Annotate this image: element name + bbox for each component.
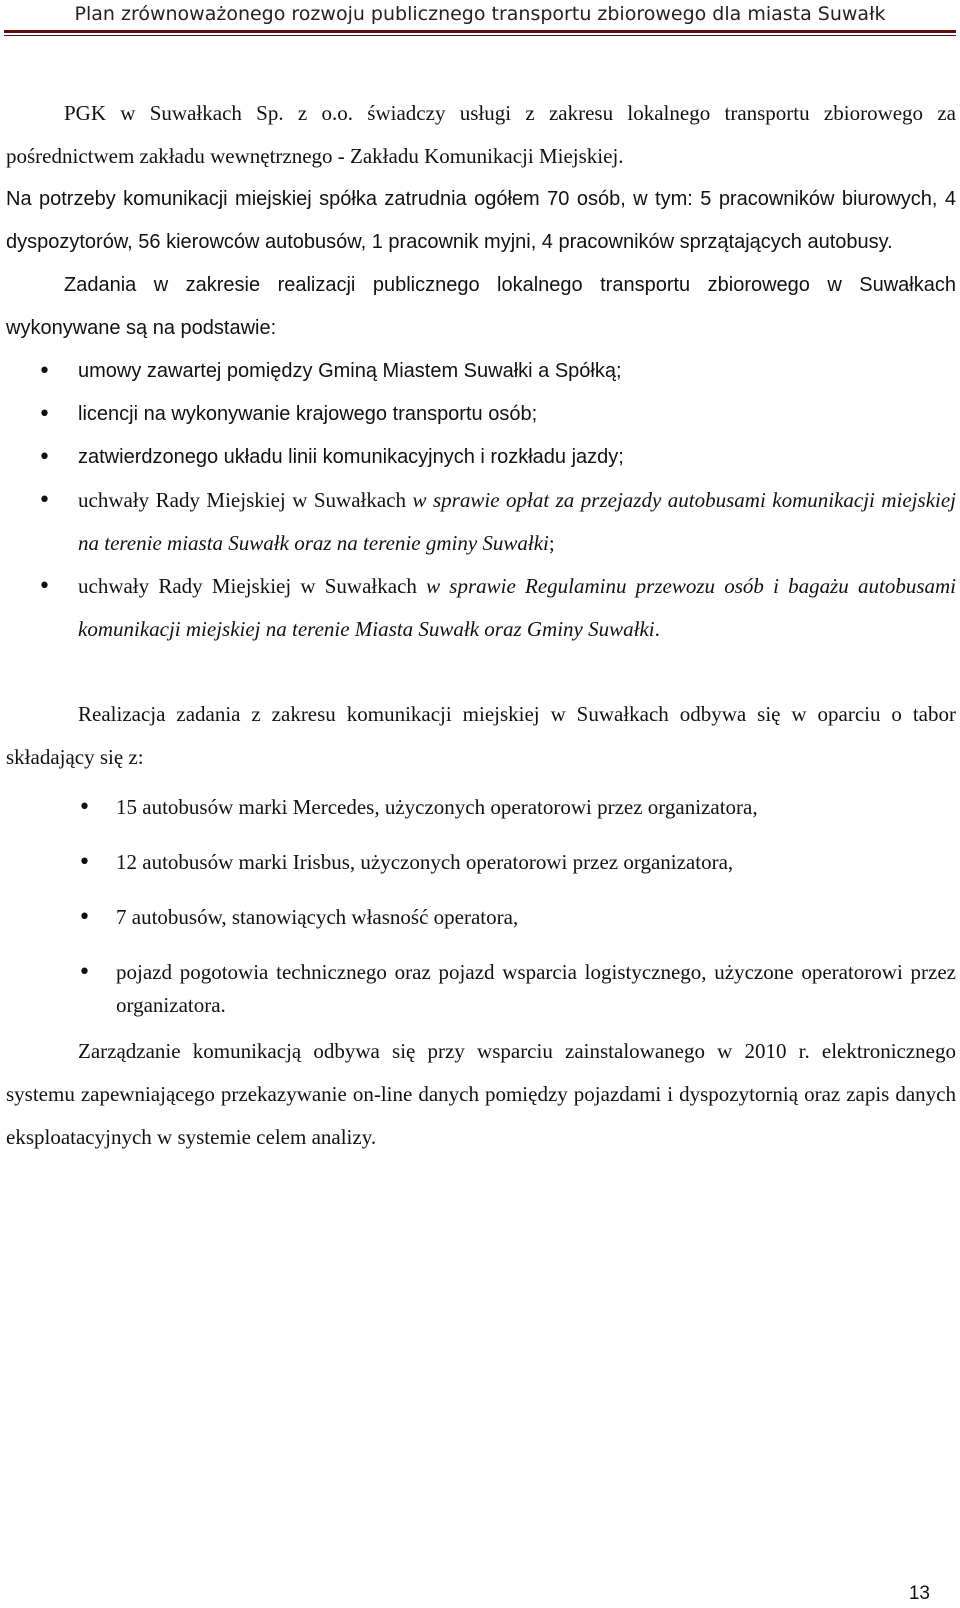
- list-item: • 7 autobusów, stanowiących własność operatora,: [6, 901, 956, 934]
- document-body: [6, 92, 956, 1159]
- spacer: [6, 651, 956, 693]
- paragraph-management: Zarządzanie komunikacją odbywa się przy wsparciu zainstalowanego w 2010 r. elektronicznego systemu zapewniającego przekazywanie on-line danych pomiędzy pojazdami i dyspozytornią oraz zapis danych eksploatacyjnych w systemie celem analizy.: [6, 1039, 956, 1149]
- list-item: • uchwały Rady Miejskiej w Suwałkach w sprawie opłat za przejazdy autobusami komunikacji miejskiej na terenie miasta Suwałk oraz na terenie gminy Suwałki;: [6, 479, 956, 565]
- list-item: • uchwały Rady Miejskiej w Suwałkach w sprawie Regulaminu przewozu osób i bagażu autobusami komunikacji miejskiej na terenie Miasta Suwałk oraz Gminy Suwałki.: [6, 565, 956, 651]
- paragraph-fleet: Realizacja zadania z zakresu komunikacji miejskiej w Suwałkach odbywa się w oparciu o tabor składający się z:: [6, 702, 956, 769]
- list-item: • umowy zawartej pomiędzy Gminą Miastem Suwałki a Spółką;: [6, 350, 956, 393]
- list-item: • 15 autobusów marki Mercedes, użyczonych operatorowi przez organizatora,: [6, 791, 956, 824]
- list-item: • 12 autobusów marki Irisbus, użyczonych operatorowi przez organizatora,: [6, 846, 956, 879]
- basis-list: [6, 350, 956, 651]
- paragraph-tasks: Zadania w zakresie realizacji publicznego lokalnego transportu zbiorowego w Suwałkach wykonywane są na podstawie:: [6, 274, 956, 339]
- paragraph-staff: Na potrzeby komunikacji miejskiej spółka zatrudnia ogółem 70 osób, w tym: 5 pracowników biurowych, 4 dyspozytorów, 56 kierowców autobusów, 1 pracownik myjni, 4 pracowników sprzątających autobusy.: [6, 188, 956, 253]
- header-title: Plan zrównoważonego rozwoju publicznego transportu zbiorowego dla miasta Suwałk: [74, 3, 886, 25]
- page-number: 13: [908, 1583, 930, 1604]
- spacer: [6, 779, 956, 791]
- list-item: • zatwierdzonego układu linii komunikacyjnych i rozkładu jazdy;: [6, 436, 956, 479]
- list-item: • pojazd pogotowia technicznego oraz pojazd wsparcia logistycznego, użyczone operatorowi przez organizatora.: [6, 956, 956, 1022]
- header-rule-thin: [4, 35, 956, 36]
- fleet-list: [6, 791, 956, 1022]
- list-item: • licencji na wykonywanie krajowego transportu osób;: [6, 393, 956, 436]
- header-rule: [4, 30, 956, 33]
- paragraph-operator: PGK w Suwałkach Sp. z o.o. świadczy usługi z zakresu lokalnego transportu zbiorowego za pośrednictwem zakładu wewnętrznego - Zakładu Komunikacji Miejskiej.: [6, 101, 956, 168]
